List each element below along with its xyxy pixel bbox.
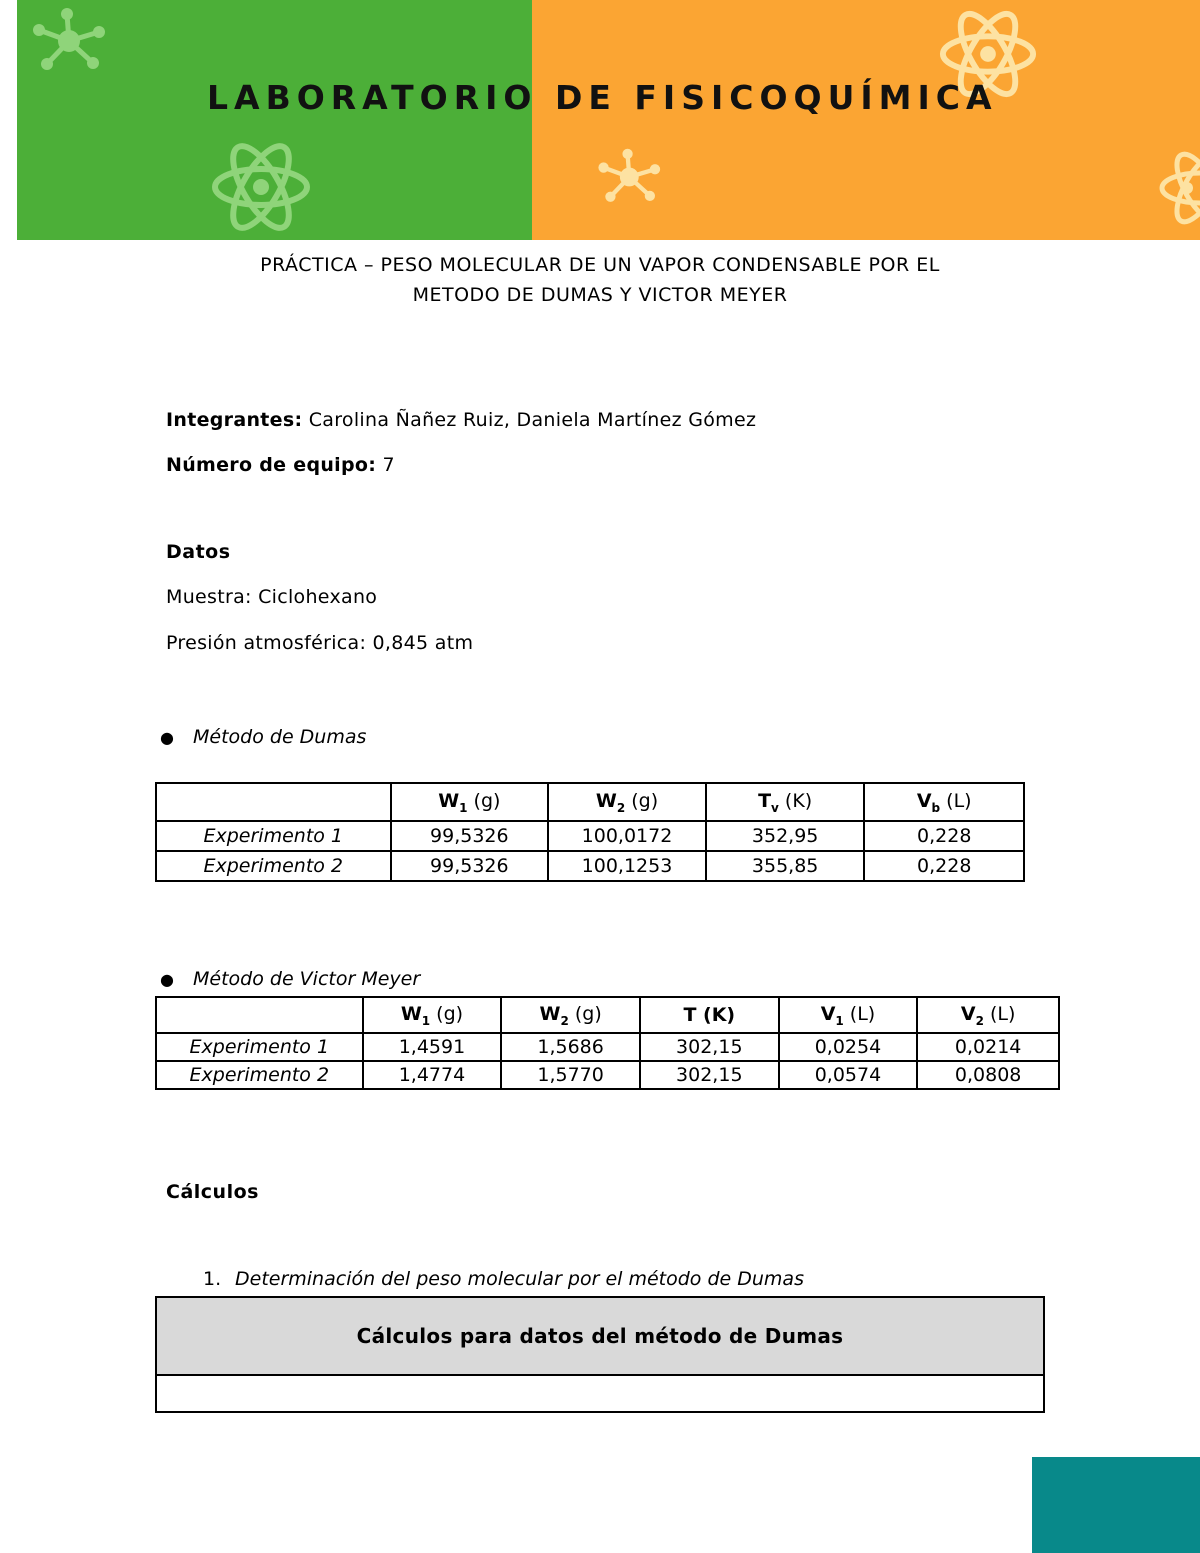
- column-header-symbol: V: [916, 789, 932, 812]
- team-value: 7: [382, 454, 395, 476]
- table-cell: 1,4774: [363, 1061, 502, 1089]
- table-cell: 99,5326: [391, 821, 549, 851]
- column-header-symbol: W: [438, 789, 460, 812]
- table-header-row: [156, 783, 1024, 821]
- table-cell: 99,5326: [391, 851, 549, 881]
- row-label: Experimento 2: [156, 851, 391, 881]
- column-header-unit: (g): [467, 789, 501, 812]
- column-header-subscript: 1: [421, 1013, 431, 1028]
- dumas-table: [155, 782, 1025, 882]
- meyer-bullet: [160, 968, 420, 990]
- calc-item-number: 1.: [203, 1268, 222, 1290]
- practice-title-line-2: METODO DE DUMAS Y VICTOR MEYER: [412, 284, 788, 306]
- datos-heading: Datos: [166, 541, 231, 563]
- meyer-table: [155, 996, 1060, 1090]
- table-cell: 1,5686: [501, 1033, 640, 1061]
- column-header: [706, 783, 865, 821]
- column-header: [917, 997, 1059, 1033]
- column-header-subscript: 2: [560, 1013, 569, 1028]
- dumas-bullet: [160, 726, 366, 748]
- table-cell: 0,228: [864, 821, 1024, 851]
- bullet-dot-icon: ●: [160, 728, 174, 747]
- column-header-symbol: W: [595, 789, 617, 812]
- dumas-calc-box-title: Cálculos para datos del método de Dumas: [157, 1298, 1043, 1376]
- footer-teal-block: [1032, 1457, 1200, 1553]
- column-header-unit: (g): [625, 789, 659, 812]
- table-cell: 355,85: [706, 851, 865, 881]
- row-label: Experimento 2: [156, 1061, 363, 1089]
- column-header-subscript: v: [771, 800, 779, 815]
- column-header-symbol: T: [758, 789, 772, 812]
- calc-list-item: [203, 1268, 804, 1290]
- row-label: Experimento 1: [156, 1033, 363, 1061]
- practice-title: [0, 250, 1200, 310]
- column-header: [501, 997, 640, 1033]
- column-header-subscript: 2: [616, 800, 626, 815]
- table-row: [156, 821, 1024, 851]
- column-header-symbol: W: [400, 1002, 422, 1025]
- table-cell: 302,15: [640, 1033, 779, 1061]
- table-cell: 0,0214: [917, 1033, 1059, 1061]
- column-header-unit: (L): [983, 1002, 1016, 1025]
- column-header-unit: (L): [940, 789, 972, 812]
- table-cell: 0,0574: [779, 1061, 918, 1089]
- molecule-icon: [29, 8, 113, 74]
- table-row: [156, 851, 1024, 881]
- members-field: [166, 409, 756, 431]
- column-header-subscript: 1: [459, 800, 468, 815]
- calc-item-text: Determinación del peso molecular por el método de Dumas: [235, 1268, 804, 1290]
- column-header: [779, 997, 918, 1033]
- table-cell: 100,0172: [548, 821, 706, 851]
- header-banner: [17, 0, 1200, 240]
- bullet-dot-icon: ●: [160, 970, 174, 989]
- team-label: Número de equipo:: [166, 454, 377, 476]
- sample-text: Muestra: Ciclohexano: [166, 586, 378, 608]
- table-cell: 100,1253: [548, 851, 706, 881]
- table-cell: 0,0254: [779, 1033, 918, 1061]
- column-header-unit: (K): [778, 789, 813, 812]
- atom-icon: [209, 136, 313, 238]
- column-header-unit: (g): [568, 1002, 602, 1025]
- practice-title-line-1: PRÁCTICA – PESO MOLECULAR DE UN VAPOR CONDENSABLE POR EL: [260, 254, 940, 276]
- column-header-symbol: T (K): [683, 1004, 736, 1026]
- molecule-icon: [595, 144, 667, 210]
- table-cell: 0,0808: [917, 1061, 1059, 1089]
- table-cell: 1,5770: [501, 1061, 640, 1089]
- column-header-subscript: 1: [835, 1013, 844, 1028]
- table-cell: 0,228: [864, 851, 1024, 881]
- table-cell: 302,15: [640, 1061, 779, 1089]
- column-header-subscript: b: [931, 800, 941, 815]
- header-empty-cell: [156, 783, 391, 821]
- column-header-symbol: V: [960, 1002, 976, 1025]
- column-header: [363, 997, 502, 1033]
- dumas-bullet-text: Método de Dumas: [193, 726, 367, 748]
- table-cell: 1,4591: [363, 1033, 502, 1061]
- column-header: [864, 783, 1024, 821]
- row-label: Experimento 1: [156, 821, 391, 851]
- column-header: [391, 783, 549, 821]
- column-header-symbol: V: [820, 1002, 836, 1025]
- table-row: [156, 1033, 1059, 1061]
- dumas-calc-box: [155, 1296, 1045, 1413]
- team-field: [166, 454, 395, 476]
- column-header-unit: (g): [430, 1002, 464, 1025]
- members-label: Integrantes:: [166, 409, 303, 431]
- members-value: Carolina Ñañez Ruiz, Daniela Martínez Gómez: [308, 409, 757, 431]
- pressure-text: Presión atmosférica: 0,845 atm: [166, 632, 474, 654]
- column-header: [548, 783, 706, 821]
- table-header-row: [156, 997, 1059, 1033]
- table-row: [156, 1061, 1059, 1089]
- meyer-bullet-text: Método de Victor Meyer: [193, 968, 421, 990]
- column-header-subscript: 2: [975, 1013, 984, 1028]
- column-header-unit: (L): [843, 1002, 876, 1025]
- calculos-heading: Cálculos: [166, 1181, 259, 1203]
- lab-title: LABORATORIO DE FISICOQUÍMICA: [207, 78, 998, 117]
- header-empty-cell: [156, 997, 363, 1033]
- column-header: [640, 997, 779, 1033]
- column-header-symbol: W: [539, 1002, 561, 1025]
- table-cell: 352,95: [706, 821, 865, 851]
- atom-icon: [1155, 148, 1200, 228]
